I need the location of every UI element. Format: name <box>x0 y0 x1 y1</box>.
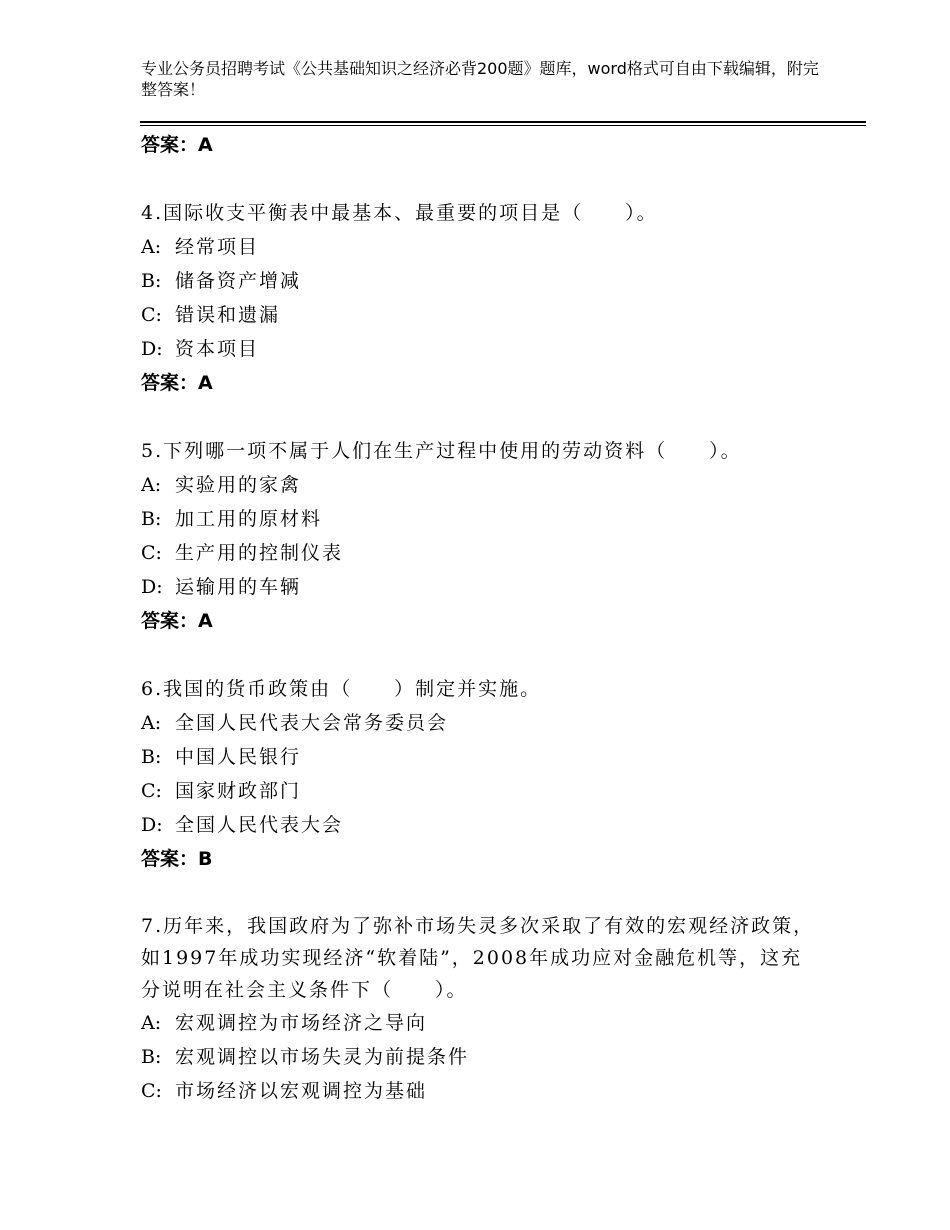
option-text: 国家财政部门 <box>175 780 302 802</box>
option-b <box>141 1040 821 1074</box>
option-key: C: <box>141 1080 162 1102</box>
answer-line: 答案：A <box>141 372 213 394</box>
option-text: 实验用的家禽 <box>175 474 302 496</box>
option-b <box>141 264 821 298</box>
question-item <box>141 434 821 638</box>
option-key: D: <box>141 814 163 836</box>
answer-line: 答案：A <box>141 134 213 156</box>
option-key: A: <box>141 474 162 496</box>
option-a <box>141 1006 821 1040</box>
question-stem: 5.下列哪一项不属于人们在生产过程中使用的劳动资料（ ）。 <box>141 440 742 462</box>
option-a <box>141 468 821 502</box>
option-d <box>141 332 821 366</box>
option-text: 宏观调控以市场失灵为前提条件 <box>175 1046 470 1068</box>
option-key: C: <box>141 542 162 564</box>
question-item <box>141 672 821 876</box>
option-key: A: <box>141 712 162 734</box>
option-key: C: <box>141 780 162 802</box>
question-stem: 6.我国的货币政策由（ ）制定并实施。 <box>141 678 542 700</box>
option-text: 生产用的控制仪表 <box>175 542 344 564</box>
question-item <box>141 910 821 1108</box>
header-divider-thin <box>140 125 866 126</box>
option-key: B: <box>141 1046 162 1068</box>
option-text: 错误和遗漏 <box>175 304 281 326</box>
option-a <box>141 230 821 264</box>
option-d <box>141 808 821 842</box>
option-key: D: <box>141 338 163 360</box>
option-a <box>141 706 821 740</box>
page-header: 专业公务员招聘考试《公共基础知识之经济必背200题》题库，word格式可自由下载编辑，附完整答案！ <box>141 59 819 99</box>
option-key: A: <box>141 236 162 258</box>
option-c <box>141 774 821 808</box>
option-text: 中国人民银行 <box>175 746 302 768</box>
option-text: 运输用的车辆 <box>175 576 302 598</box>
option-d <box>141 570 821 604</box>
option-text: 宏观调控为市场经济之导向 <box>175 1012 428 1034</box>
option-key: B: <box>141 508 162 530</box>
option-key: D: <box>141 576 163 598</box>
option-b <box>141 740 821 774</box>
question-stem: 4.国际收支平衡表中最基本、最重要的项目是（ ）。 <box>141 202 658 224</box>
option-key: B: <box>141 270 162 292</box>
option-text: 全国人民代表大会 <box>175 814 344 836</box>
answer-line: 答案：A <box>141 610 213 632</box>
option-c <box>141 298 821 332</box>
option-text: 资本项目 <box>175 338 260 360</box>
option-text: 全国人民代表大会常务委员会 <box>175 712 449 734</box>
option-c <box>141 1074 821 1108</box>
question-item <box>141 196 821 400</box>
question-stem: 7.历年来，我国政府为了弥补市场失灵多次采取了有效的宏观经济政策，如1997年成功实现经济“软着陆”，2008年成功应对金融危机等，这充分说明在社会主义条件下（ ）。 <box>141 915 815 1001</box>
option-text: 储备资产增减 <box>175 270 302 292</box>
option-key: A: <box>141 1012 162 1034</box>
option-text: 经常项目 <box>175 236 260 258</box>
option-key: C: <box>141 304 162 326</box>
option-key: B: <box>141 746 162 768</box>
header-divider-thick <box>140 121 866 123</box>
option-c <box>141 536 821 570</box>
question-list <box>141 128 821 1108</box>
answer-line: 答案：B <box>141 848 213 870</box>
option-text: 市场经济以宏观调控为基础 <box>175 1080 428 1102</box>
option-b <box>141 502 821 536</box>
option-text: 加工用的原材料 <box>175 508 323 530</box>
